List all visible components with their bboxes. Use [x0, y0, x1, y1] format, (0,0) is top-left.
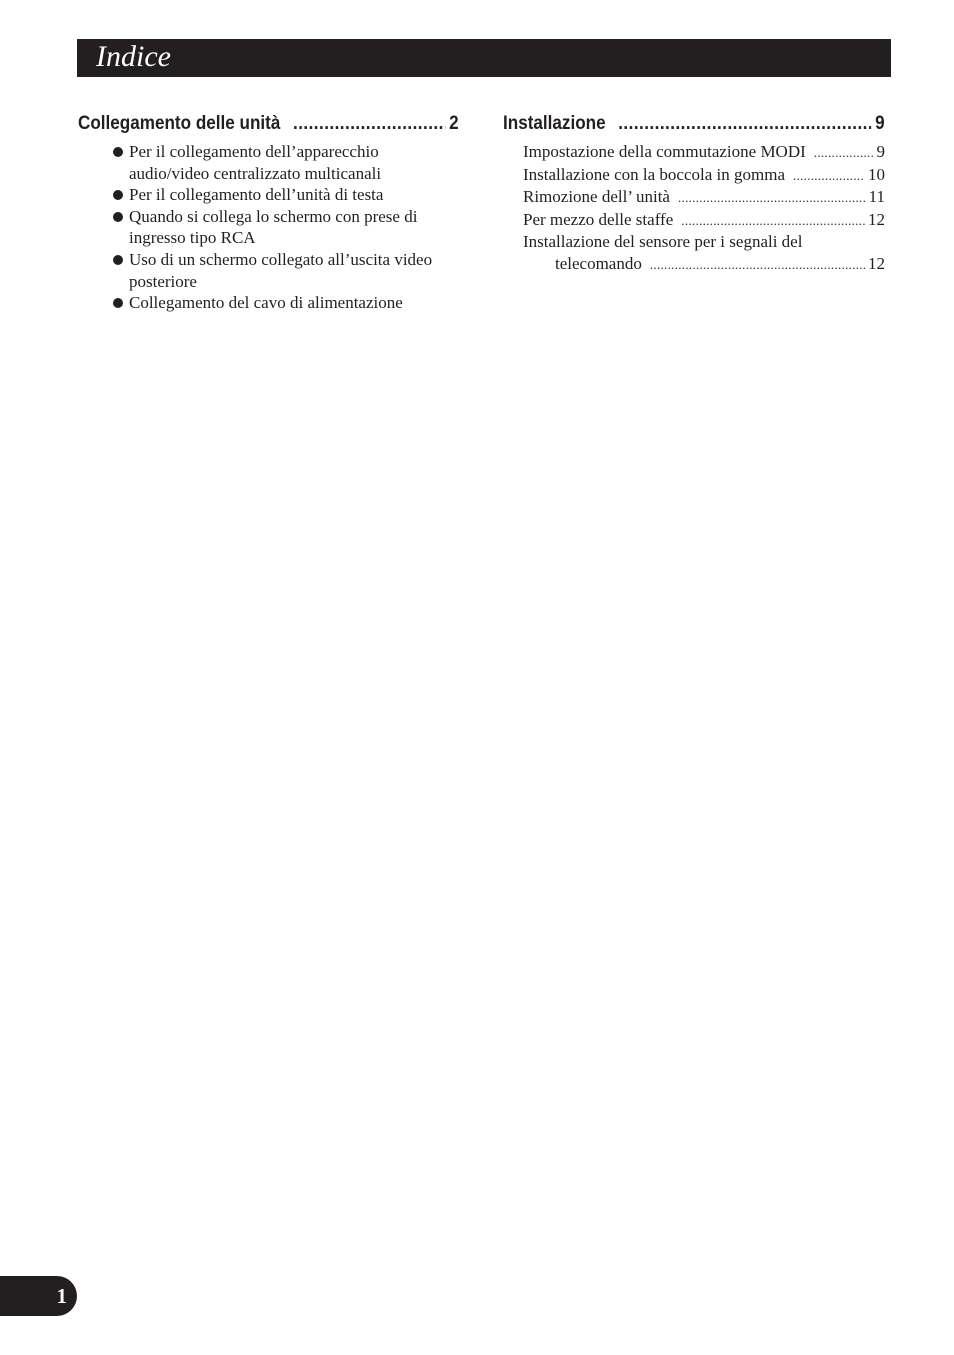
toc-entry[interactable] [523, 164, 885, 187]
list-item[interactable] [112, 292, 457, 314]
toc-entry-label: Per mezzo delle staffe [523, 209, 674, 229]
bullet-icon [113, 212, 123, 222]
leader-dots [293, 112, 446, 136]
page-number-tab [0, 1276, 77, 1316]
toc-entry-label: Installazione del sensore per i segnali del [523, 232, 803, 252]
toc-entry-page: 12 [868, 253, 885, 273]
toc-entry-continuation [523, 253, 885, 276]
list-item-label: Collegamento del cavo di alimentazione [129, 293, 403, 313]
page-number: 1 [56, 1284, 67, 1308]
toc-heading-label: Collegamento delle unità [78, 113, 281, 134]
toc-entry[interactable] [523, 231, 885, 275]
list-item-label: Quando si collega lo schermo con prese di ingresso tipo RCA [129, 206, 418, 248]
list-item-label: Per il collegamento dell’unità di testa [129, 185, 384, 205]
list-item[interactable] [112, 206, 457, 249]
page-title: Indice [96, 40, 171, 73]
toc-entry-label-cont: telecomando [555, 253, 642, 273]
bullet-icon [113, 147, 123, 157]
toc-heading-installazione[interactable] [503, 112, 885, 136]
leader-dots [814, 142, 874, 164]
toc-entry[interactable] [523, 141, 885, 164]
toc-heading-page: 9 [875, 113, 885, 134]
leader-dots [681, 210, 865, 232]
bullet-list [112, 141, 457, 314]
toc-entry[interactable] [523, 209, 885, 232]
list-item[interactable] [112, 184, 457, 206]
toc-entry-page: 9 [876, 142, 885, 161]
toc-entry-label: Rimozione dell’ unità [523, 187, 670, 207]
list-item-label: Per il collegamento dell’apparecchio audio/video centralizzato multicanali [129, 142, 382, 183]
toc-list [523, 141, 885, 276]
toc-entry-page: 10 [868, 164, 885, 184]
list-item[interactable] [112, 249, 457, 292]
toc-entry-label: Installazione con la boccola in gomma [523, 164, 785, 184]
toc-entry-page: 11 [868, 187, 885, 207]
list-item[interactable] [112, 141, 457, 184]
leader-dots [650, 254, 865, 276]
toc-entry-label: Impostazione della commutazione MODI [523, 142, 806, 161]
toc-heading-label: Installazione [503, 113, 606, 134]
leader-dots [618, 112, 871, 136]
bullet-icon [113, 190, 123, 200]
leader-dots [793, 165, 865, 187]
leader-dots [678, 187, 866, 209]
list-item-label: Uso di un schermo collegato all’uscita video posteriore [129, 249, 433, 291]
title-bar [77, 39, 891, 77]
bullet-icon [113, 255, 123, 265]
toc-entry-page: 12 [868, 209, 885, 229]
toc-heading-page: 2 [449, 113, 459, 134]
toc-heading-collegamento[interactable] [78, 112, 459, 136]
toc-entry[interactable] [523, 186, 885, 209]
bullet-icon [113, 298, 123, 308]
